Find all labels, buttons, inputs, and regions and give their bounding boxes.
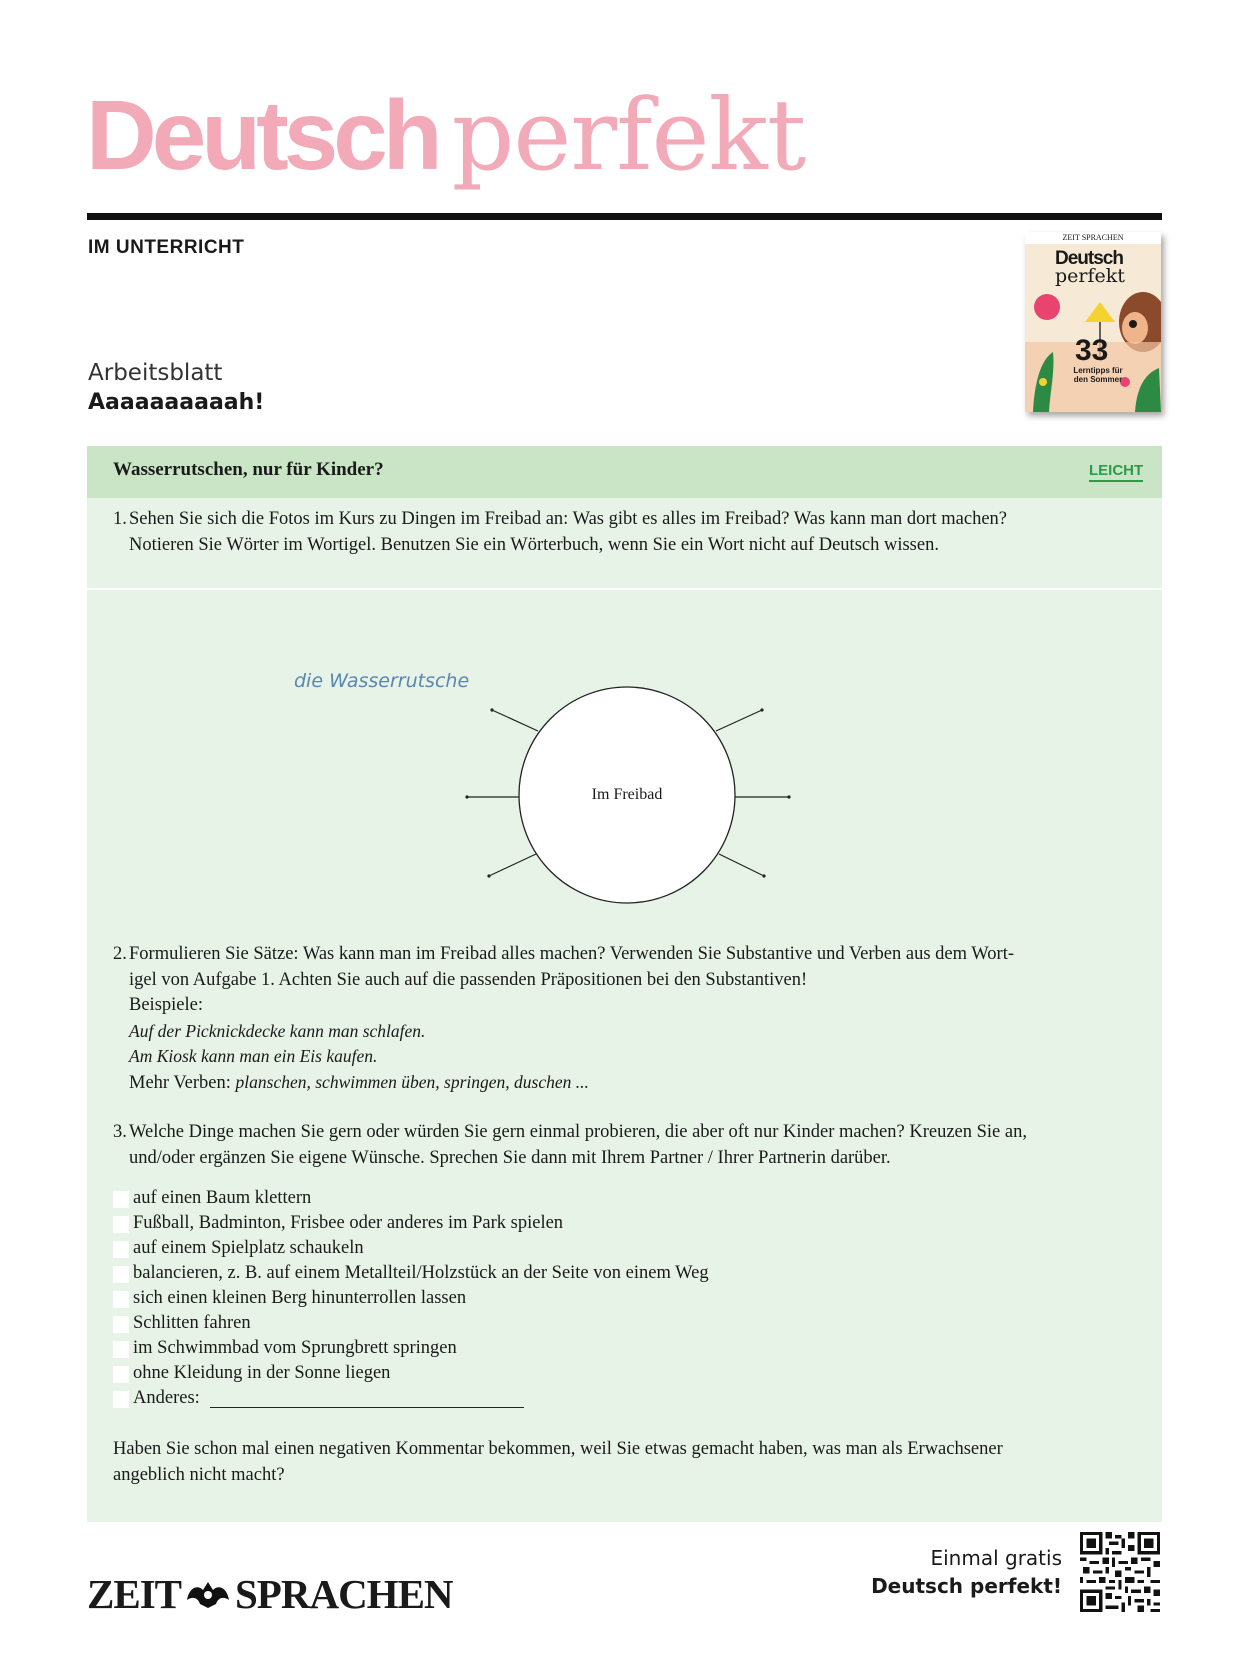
option-label-4: balancieren, z. B. auf einem Metallteil/Holzstück an der Seite von einem Weg: [133, 1263, 709, 1283]
option-label-9: Anderes:: [133, 1388, 200, 1408]
cover-number: 33: [1075, 334, 1109, 367]
wordweb-spoke: [489, 854, 536, 876]
option-label-7: im Schwimmbad vom Sprungbrett springen: [133, 1338, 457, 1358]
task1-line2: Notieren Sie Wörter im Wortigel. Benutzen Sie ein Wörterbuch, wenn Sie ein Wort nicht auf Deutsch wissen.: [129, 534, 939, 555]
cover-caption-line2: den Sommer: [1073, 375, 1123, 384]
checkbox-option-1[interactable]: [113, 1191, 129, 1208]
task2-more-verbs-list: planschen, schwimmen üben, springen, duschen ...: [235, 1071, 589, 1092]
checkbox-option-8[interactable]: [113, 1366, 129, 1383]
section-title: Wasserrutschen, nur für Kinder?: [113, 459, 384, 480]
other-answer-line[interactable]: [210, 1407, 524, 1408]
cta-line1: Einmal gratis: [930, 1546, 1062, 1570]
task2-more-verbs: [129, 1070, 1158, 1097]
logo-deutsch: Deutsch: [86, 80, 438, 190]
cover-title-serif: perfekt: [1055, 265, 1125, 287]
wordweb-spoke: [719, 854, 764, 876]
closing-question-line2: angeblich nicht macht?: [113, 1464, 285, 1485]
task2-example1: Auf der Picknickdecke kann man schlafen.: [129, 1020, 426, 1041]
option-label-8: ohne Kleidung in der Sonne liegen: [133, 1363, 391, 1383]
footer-logo-right: SPRACHEN: [235, 1571, 453, 1617]
kicker: IM UNTERRICHT: [88, 237, 245, 258]
task1-number: 1.: [113, 509, 127, 529]
option-label-5: sich einen kleinen Berg hinunterrollen lassen: [133, 1288, 467, 1308]
checkbox-option-6[interactable]: [113, 1316, 129, 1333]
logo-perfekt: perfekt: [451, 79, 806, 193]
task3-number: 3.: [113, 1122, 127, 1142]
checkbox-option-4[interactable]: [113, 1266, 129, 1283]
task3-line1: Welche Dinge machen Sie gern oder würden Sie gern einmal probieren, die aber oft nur Kinder machen? Kreuzen Sie an,: [129, 1122, 1027, 1142]
closing-question-line1: Haben Sie schon mal einen negativen Kommentar bekommen, weil Sie etwas gemacht haben, was man als Erwachsener: [113, 1439, 1003, 1459]
level-badge: LEICHT: [1089, 462, 1143, 482]
task2-line1: Formulieren Sie Sätze: Was kann man im Freibad alles machen? Verwenden Sie Substantive und Verben aus dem Wort-: [129, 944, 1014, 964]
cover-publisher: ZEIT SPRACHEN: [1062, 233, 1124, 242]
task1-line1: Sehen Sie sich die Fotos im Kurs zu Dingen im Freibad an: Was gibt es alles im Freibad? Was kann man dort machen?: [129, 509, 1008, 529]
option-label-1: auf einen Baum klettern: [133, 1188, 312, 1208]
handwritten-example: die Wasserrutsche: [294, 670, 470, 692]
wordweb-spoke: [492, 710, 538, 731]
option-label-3: auf einem Spielplatz schaukeln: [133, 1238, 364, 1258]
option-label-6: Schlitten fahren: [133, 1313, 251, 1333]
checkbox-option-9[interactable]: [113, 1391, 129, 1408]
task2-examples-label: Beispiele:: [129, 995, 203, 1015]
wordweb-spoke: [716, 710, 762, 731]
footer-logo-left: ZEIT: [87, 1571, 181, 1617]
closing-question: [113, 1437, 1158, 1488]
option-label-2: Fußball, Badminton, Frisbee oder anderes im Park spielen: [133, 1213, 564, 1233]
sheet-label: Arbeitsblatt: [88, 360, 223, 386]
task2-more-verbs-label: Mehr Verben:: [129, 1072, 236, 1093]
checkbox-option-2[interactable]: [113, 1216, 129, 1233]
checkbox-option-3[interactable]: [113, 1241, 129, 1258]
task3: [113, 1120, 1158, 1171]
checkbox-option-7[interactable]: [113, 1341, 129, 1358]
task2-number: 2.: [113, 944, 127, 964]
task3-line2: und/oder ergänzen Sie eigene Wünsche. Sprechen Sie dann mit Ihrem Partner / Ihrer Partnerin darüber.: [129, 1147, 891, 1168]
cover-caption-line1: Lerntipps für: [1073, 366, 1123, 375]
task2: [113, 942, 1158, 1096]
sheet-title: Aaaaaaaaaah!: [88, 390, 265, 415]
zeit-sprachen-logo: [87, 1570, 453, 1618]
cta-line2: Deutsch perfekt!: [871, 1574, 1062, 1598]
cover-title-bold: Deutsch: [1055, 248, 1123, 269]
eagle-emblem-icon: [183, 1578, 233, 1612]
checkbox-option-5[interactable]: [113, 1291, 129, 1308]
wordweb-center-label: Im Freibad: [591, 786, 663, 803]
task2-line2: igel von Aufgabe 1. Achten Sie auch auf die passenden Präpositionen bei den Substantiven!: [129, 969, 808, 990]
qr-code-icon[interactable]: [1080, 1532, 1160, 1612]
task2-example2: Am Kiosk kann man ein Eis kaufen.: [129, 1046, 378, 1066]
